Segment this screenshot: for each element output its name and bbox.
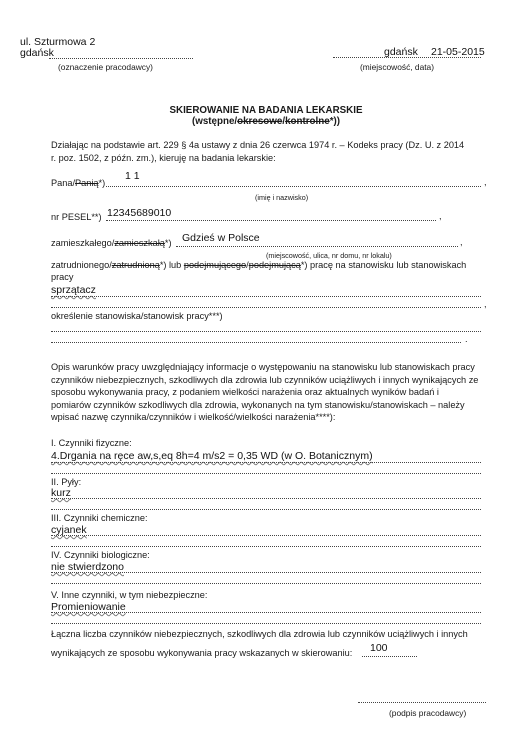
biological-label: IV. Czynniki biologiczne: — [51, 550, 150, 560]
dust-value[interactable]: kurz — [51, 487, 71, 499]
pesel-comma: , — [439, 211, 442, 221]
name-caption: (imię i nazwisko) — [255, 193, 309, 202]
pesel-value[interactable]: 12345689010 — [107, 207, 172, 219]
address-label: zamieszkałego/zamieszkałą*) — [51, 238, 172, 248]
date-value: 21-05-2015 — [431, 46, 485, 58]
spec-dotted-line-2 — [51, 342, 461, 343]
spec-period: . — [465, 334, 468, 344]
conditions-description: Opis warunków pracy uwzględniający informacje o występowaniu na stanowisku lub stanowiskach pracy czynników niebezpiecznych, szkodliwych dla zdrowia lub czynników uciążliwych i innych wynikających ze sposobu wykonywania pracy, z podaniem wielkości narażenia oraz aktualnych wyników badań i pomiarów czynników szkodliwych dla zdrowia, wykonanych na tym stanowisku/stanowiskach – należy wpisać nazwę czynnika/czynników i wielkość/wielkości narażenia****): — [51, 362, 479, 423]
intro-line2: r. poz. 1502, z późn. zm.), kieruję na badania lekarskie: — [51, 153, 276, 163]
physical-label: I. Czynniki fizyczne: — [51, 438, 132, 448]
signature-dotted-line — [358, 702, 486, 703]
other-dotted-line-1 — [51, 612, 481, 613]
physical-dotted-line-1 — [51, 462, 481, 463]
employment-text-line2: pracy — [51, 272, 74, 282]
address-caption: (miejscowość, ulica, nr domu, nr lokalu) — [266, 251, 392, 260]
address-dotted-line — [176, 246, 458, 247]
total-dotted-line — [362, 656, 417, 657]
address-comma: , — [460, 237, 463, 247]
employer-dotted-line — [49, 58, 193, 59]
pana-pania-label: Pana/Panią*) — [51, 178, 106, 188]
total-line1: Łączna liczba czynników niebezpiecznych, szkodliwych dla zdrowia lub czynników uciążliwych i innych — [51, 629, 468, 639]
total-count-value[interactable]: 100 — [370, 642, 388, 654]
document-title: SKIEROWANIE NA BADANIA LEKARSKIE — [169, 105, 363, 116]
place-date-caption: (miejscowość, data) — [360, 62, 435, 72]
chemical-dotted-line-2 — [51, 546, 481, 547]
name-dotted-line — [106, 186, 481, 187]
physical-dotted-line-2 — [51, 473, 481, 474]
other-label: V. Inne czynniki, w tym niebezpieczne: — [51, 590, 208, 600]
position-dotted-line-1 — [51, 296, 481, 297]
employer-address-line2: gdańsk — [20, 47, 54, 59]
chemical-label: III. Czynniki chemiczne: — [51, 513, 148, 523]
intro-line1: Działając na podstawie art. 229 § 4a ustawy z dnia 26 czerwca 1974 r. – Kodeks pracy (Dz. U. z 2014 — [51, 140, 465, 150]
employment-text-line1: zatrudnionego/zatrudnioną*) lub podejmującego/podejmującą*) pracę na stanowisku lub stanowiskach — [51, 260, 467, 270]
biological-dotted-line-2 — [51, 583, 481, 584]
name-value[interactable]: 1 1 — [125, 170, 140, 182]
spec-label: określenie stanowiska/stanowisk pracy***) — [51, 311, 223, 321]
pesel-dotted-line — [106, 220, 436, 221]
dust-label: II. Pyły: — [51, 477, 82, 487]
dust-dotted-line-2 — [51, 509, 481, 510]
chemical-value[interactable]: cyjanek — [51, 524, 87, 536]
address-value[interactable]: Gdzieś w Polsce — [182, 232, 260, 244]
position-value[interactable]: sprzątacz — [51, 284, 96, 296]
total-line2: wynikających ze sposobu wykonywania pracy wskazanych w skierowaniu: — [51, 648, 353, 658]
place-value: gdańsk — [384, 46, 418, 58]
document-subtitle: (wstępne/okresowe/kontrolne*)) — [191, 116, 341, 127]
employer-address-line1: ul. Szturmowa 2 — [20, 36, 96, 48]
spec-dotted-line-1 — [51, 331, 481, 332]
other-dotted-line-2 — [51, 623, 481, 624]
other-value[interactable]: Promieniowanie — [51, 601, 126, 613]
pesel-label: nr PESEL**) — [51, 212, 102, 222]
biological-dotted-line-1 — [51, 572, 481, 573]
name-comma: , — [484, 177, 487, 187]
signature-caption: (podpis pracodawcy) — [389, 708, 467, 718]
biological-value[interactable]: nie stwierdzono — [51, 561, 124, 573]
employer-caption: (oznaczenie pracodawcy) — [58, 62, 153, 72]
position-dotted-line-2 — [51, 307, 481, 308]
position-comma: , — [484, 299, 487, 309]
chemical-dotted-line-1 — [51, 535, 481, 536]
dust-dotted-line-1 — [51, 498, 481, 499]
physical-value[interactable]: 4.Drgania na ręce aw,s,eq 8h=4 m/s2 = 0,35 WD (w O. Botanicznym) — [51, 450, 373, 462]
